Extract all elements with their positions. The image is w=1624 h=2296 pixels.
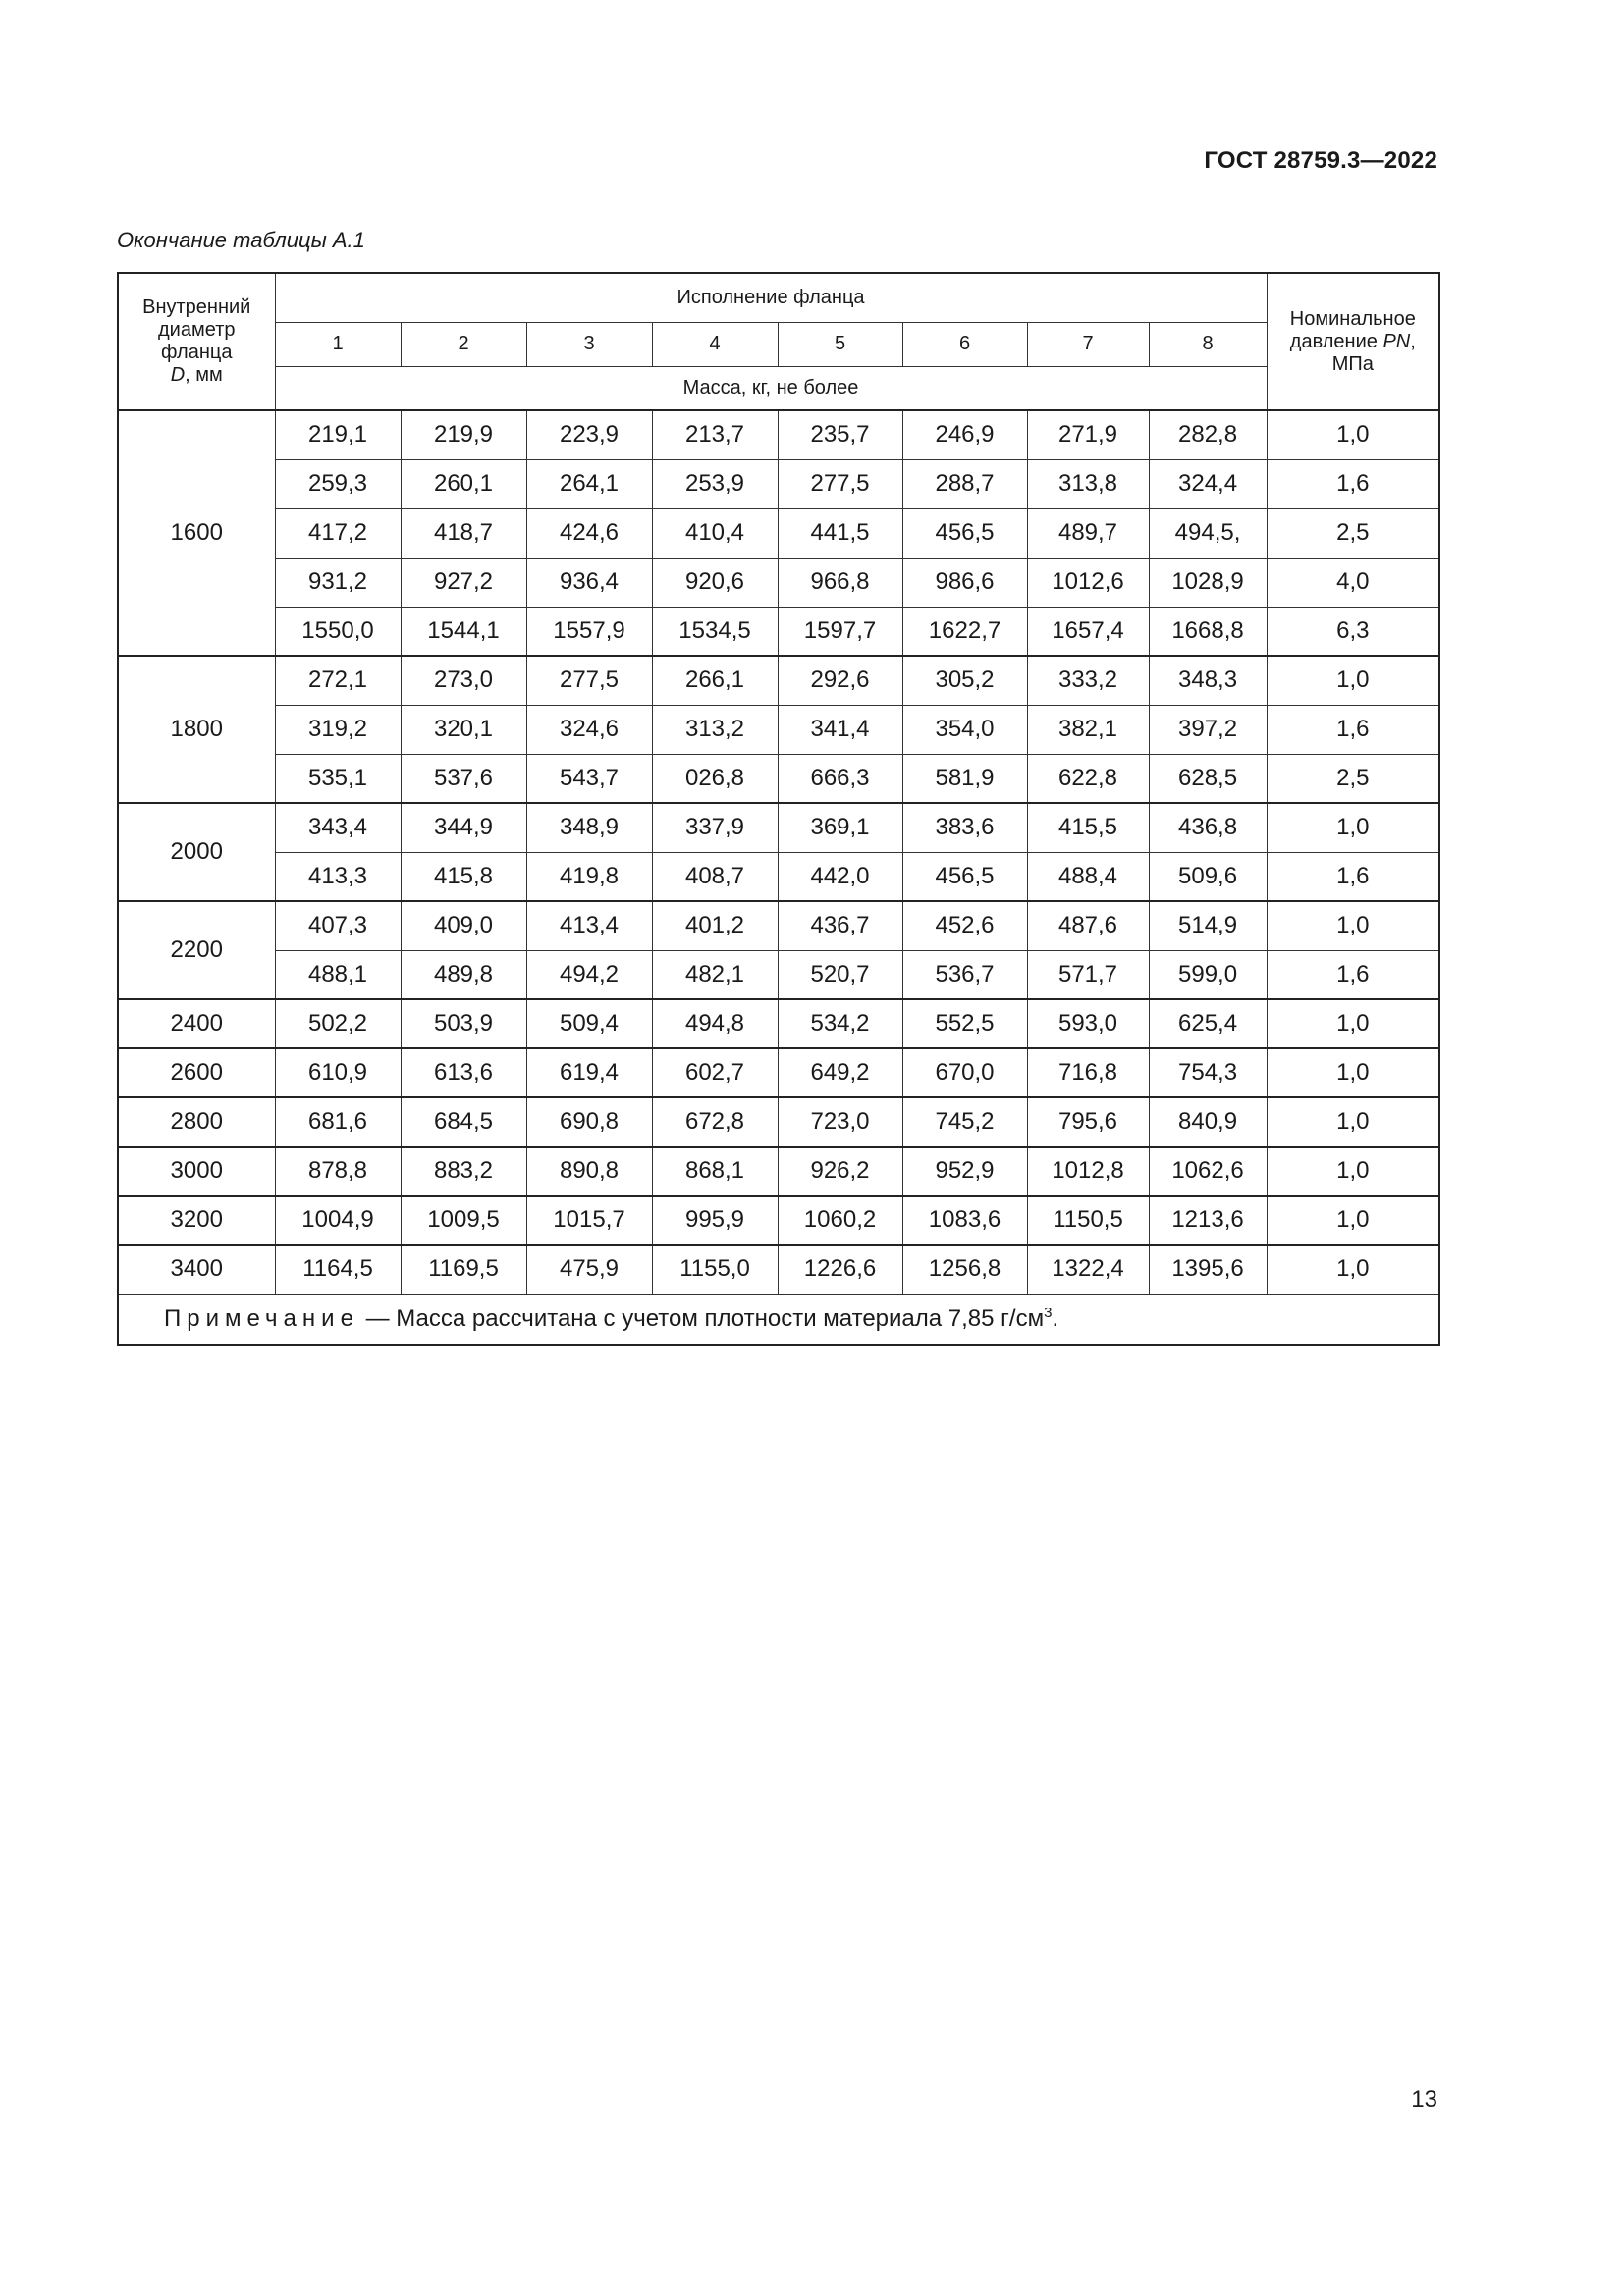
mass-cell: 452,6 [902,901,1027,950]
mass-cell: 324,6 [526,705,652,754]
mass-cell: 337,9 [652,803,778,852]
mass-cell: 690,8 [526,1097,652,1147]
table-row [118,1245,1439,1294]
mass-cell: 1322,4 [1027,1245,1149,1294]
mass-cell: 571,7 [1027,950,1149,999]
mass-cell: 995,9 [652,1196,778,1245]
mass-cell: 936,4 [526,558,652,607]
pressure-cell: 1,0 [1267,656,1439,705]
mass-cell: 536,7 [902,950,1027,999]
table-row [118,410,1439,459]
mass-cell: 1557,9 [526,607,652,656]
mass-cell: 348,3 [1149,656,1267,705]
table-row [118,852,1439,901]
mass-cell: 1009,5 [401,1196,526,1245]
mass-cell: 509,6 [1149,852,1267,901]
mass-cell: 487,6 [1027,901,1149,950]
pressure-cell: 1,0 [1267,1048,1439,1097]
mass-cell: 259,3 [275,459,401,508]
mass-cell: 260,1 [401,459,526,508]
mass-cell: 494,5, [1149,508,1267,558]
table-row [118,1097,1439,1147]
mass-cell: 684,5 [401,1097,526,1147]
mass-cell: 745,2 [902,1097,1027,1147]
mass-cell: 415,5 [1027,803,1149,852]
mass-cell: 1226,6 [778,1245,902,1294]
table-row [118,508,1439,558]
mass-cell: 535,1 [275,754,401,803]
pressure-cell: 1,0 [1267,901,1439,950]
mass-cell: 593,0 [1027,999,1149,1048]
mass-cell: 534,2 [778,999,902,1048]
mass-cell: 681,6 [275,1097,401,1147]
mass-cell: 305,2 [902,656,1027,705]
mass-cell: 628,5 [1149,754,1267,803]
diameter-cell: 2000 [118,803,275,901]
mass-cell: 1668,8 [1149,607,1267,656]
mass-cell: 264,1 [526,459,652,508]
mass-cell: 1150,5 [1027,1196,1149,1245]
mass-cell: 1657,4 [1027,607,1149,656]
mass-cell: 436,8 [1149,803,1267,852]
mass-cell: 417,2 [275,508,401,558]
mass-cell: 952,9 [902,1147,1027,1196]
mass-cell: 502,2 [275,999,401,1048]
diameter-cell: 2800 [118,1097,275,1147]
table-row [118,901,1439,950]
mass-cell: 868,1 [652,1147,778,1196]
mass-cell: 488,1 [275,950,401,999]
table-row [118,754,1439,803]
mass-cell: 282,8 [1149,410,1267,459]
mass-cell: 413,3 [275,852,401,901]
mass-cell: 313,2 [652,705,778,754]
mass-cell: 344,9 [401,803,526,852]
mass-cell: 272,1 [275,656,401,705]
mass-cell: 613,6 [401,1048,526,1097]
mass-cell: 503,9 [401,999,526,1048]
table-row [118,999,1439,1048]
mass-cell: 986,6 [902,558,1027,607]
mass-cell: 543,7 [526,754,652,803]
header-variant-1: 1 [275,322,401,366]
mass-cell: 622,8 [1027,754,1149,803]
flange-mass-table [117,272,1440,1346]
header-variant-5: 5 [778,322,902,366]
header-variant-7: 7 [1027,322,1149,366]
table-row [118,656,1439,705]
mass-cell: 418,7 [401,508,526,558]
header-variant-6: 6 [902,322,1027,366]
mass-cell: 920,6 [652,558,778,607]
mass-cell: 1395,6 [1149,1245,1267,1294]
mass-cell: 213,7 [652,410,778,459]
mass-cell: 413,4 [526,901,652,950]
mass-cell: 666,3 [778,754,902,803]
mass-cell: 716,8 [1027,1048,1149,1097]
mass-cell: 610,9 [275,1048,401,1097]
mass-cell: 625,4 [1149,999,1267,1048]
pressure-cell: 1,0 [1267,1245,1439,1294]
mass-cell: 537,6 [401,754,526,803]
diameter-cell: 2400 [118,999,275,1048]
mass-cell: 354,0 [902,705,1027,754]
pressure-cell: 1,0 [1267,999,1439,1048]
mass-cell: 1544,1 [401,607,526,656]
mass-cell: 253,9 [652,459,778,508]
pressure-cell: 1,6 [1267,950,1439,999]
mass-cell: 288,7 [902,459,1027,508]
mass-cell: 619,4 [526,1048,652,1097]
mass-cell: 890,8 [526,1147,652,1196]
mass-cell: 1062,6 [1149,1147,1267,1196]
mass-cell: 926,2 [778,1147,902,1196]
mass-cell: 277,5 [526,656,652,705]
mass-cell: 1004,9 [275,1196,401,1245]
pressure-cell: 1,6 [1267,705,1439,754]
mass-cell: 408,7 [652,852,778,901]
mass-cell: 599,0 [1149,950,1267,999]
header-inner-diameter: Внутренний диаметр фланца D, мм [118,273,275,410]
mass-cell: 401,2 [652,901,778,950]
mass-cell: 319,2 [275,705,401,754]
mass-cell: 514,9 [1149,901,1267,950]
mass-cell: 343,4 [275,803,401,852]
mass-cell: 026,8 [652,754,778,803]
mass-cell: 409,0 [401,901,526,950]
table-row [118,1147,1439,1196]
header-variant-2: 2 [401,322,526,366]
page-number: 13 [1411,2086,1437,2112]
mass-cell: 581,9 [902,754,1027,803]
mass-cell: 415,8 [401,852,526,901]
table-row [118,705,1439,754]
mass-cell: 1015,7 [526,1196,652,1245]
pressure-cell: 1,0 [1267,410,1439,459]
pressure-cell: 1,0 [1267,1147,1439,1196]
pressure-cell: 2,5 [1267,754,1439,803]
mass-cell: 320,1 [401,705,526,754]
mass-cell: 494,2 [526,950,652,999]
mass-cell: 382,1 [1027,705,1149,754]
mass-cell: 552,5 [902,999,1027,1048]
mass-cell: 840,9 [1149,1097,1267,1147]
mass-cell: 1622,7 [902,607,1027,656]
mass-cell: 1028,9 [1149,558,1267,607]
pressure-cell: 6,3 [1267,607,1439,656]
mass-cell: 456,5 [902,508,1027,558]
diameter-cell: 3200 [118,1196,275,1245]
mass-cell: 602,7 [652,1048,778,1097]
mass-cell: 397,2 [1149,705,1267,754]
mass-cell: 649,2 [778,1048,902,1097]
mass-cell: 442,0 [778,852,902,901]
mass-cell: 1012,8 [1027,1147,1149,1196]
mass-cell: 878,8 [275,1147,401,1196]
mass-cell: 670,0 [902,1048,1027,1097]
table-note: Примечание — Масса рассчитана с учетом плотности материала 7,85 $г/см^3$. [118,1294,1439,1345]
mass-cell: 1155,0 [652,1245,778,1294]
note-text: — Масса рассчитана с учетом плотности материала 7,85 г/см [358,1305,1045,1332]
mass-cell: 672,8 [652,1097,778,1147]
table-row [118,558,1439,607]
mass-cell: 235,7 [778,410,902,459]
mass-cell: 271,9 [1027,410,1149,459]
mass-cell: 441,5 [778,508,902,558]
mass-cell: 219,9 [401,410,526,459]
mass-cell: 1060,2 [778,1196,902,1245]
pressure-cell: 2,5 [1267,508,1439,558]
mass-cell: 1164,5 [275,1245,401,1294]
table-row [118,1048,1439,1097]
mass-cell: 509,4 [526,999,652,1048]
mass-cell: 407,3 [275,901,401,950]
mass-cell: 436,7 [778,901,902,950]
note-label: Примечание [164,1305,359,1332]
mass-cell: 488,4 [1027,852,1149,901]
mass-cell: 723,0 [778,1097,902,1147]
header-flange-variant: Исполнение фланца [275,273,1267,322]
table-caption: Окончание таблицы А.1 [117,228,365,252]
mass-cell: 1597,7 [778,607,902,656]
table-row [118,950,1439,999]
header-variant-8: 8 [1149,322,1267,366]
header-mass-limit: Масса, кг, не более [275,366,1267,410]
mass-cell: 341,4 [778,705,902,754]
diameter-cell: 1600 [118,410,275,656]
mass-cell: 883,2 [401,1147,526,1196]
mass-cell: 266,1 [652,656,778,705]
pressure-cell: 1,6 [1267,459,1439,508]
mass-cell: 292,6 [778,656,902,705]
mass-cell: 927,2 [401,558,526,607]
mass-cell: 313,8 [1027,459,1149,508]
mass-cell: 219,1 [275,410,401,459]
header-variant-3: 3 [526,322,652,366]
mass-cell: 1169,5 [401,1245,526,1294]
mass-cell: 324,4 [1149,459,1267,508]
header-nominal-pressure: Номинальное давление PN, МПа [1267,273,1439,410]
mass-cell: 1256,8 [902,1245,1027,1294]
table-row [118,459,1439,508]
mass-cell: 223,9 [526,410,652,459]
pressure-cell: 1,6 [1267,852,1439,901]
mass-cell: 494,8 [652,999,778,1048]
table-row [118,1196,1439,1245]
mass-cell: 489,7 [1027,508,1149,558]
mass-cell: 754,3 [1149,1048,1267,1097]
mass-cell: 931,2 [275,558,401,607]
pressure-cell: 1,0 [1267,1196,1439,1245]
mass-cell: 520,7 [778,950,902,999]
mass-cell: 410,4 [652,508,778,558]
table-row [118,607,1439,656]
mass-cell: 419,8 [526,852,652,901]
mass-cell: 456,5 [902,852,1027,901]
mass-cell: 1012,6 [1027,558,1149,607]
diameter-cell: 2600 [118,1048,275,1097]
mass-cell: 277,5 [778,459,902,508]
pressure-cell: 1,0 [1267,1097,1439,1147]
mass-cell: 1213,6 [1149,1196,1267,1245]
mass-cell: 966,8 [778,558,902,607]
mass-cell: 333,2 [1027,656,1149,705]
mass-cell: 383,6 [902,803,1027,852]
table-row [118,803,1439,852]
mass-cell: 273,0 [401,656,526,705]
mass-cell: 489,8 [401,950,526,999]
document-code: ГОСТ 28759.3—2022 [1204,147,1437,174]
diameter-cell: 1800 [118,656,275,803]
mass-cell: 795,6 [1027,1097,1149,1147]
pressure-cell: 4,0 [1267,558,1439,607]
header-variant-4: 4 [652,322,778,366]
pressure-cell: 1,0 [1267,803,1439,852]
mass-cell: 1534,5 [652,607,778,656]
mass-cell: 482,1 [652,950,778,999]
diameter-cell: 3400 [118,1245,275,1294]
diameter-cell: 2200 [118,901,275,999]
mass-cell: 424,6 [526,508,652,558]
mass-cell: 246,9 [902,410,1027,459]
mass-cell: 1550,0 [275,607,401,656]
mass-cell: 369,1 [778,803,902,852]
mass-cell: 348,9 [526,803,652,852]
mass-cell: 475,9 [526,1245,652,1294]
diameter-cell: 3000 [118,1147,275,1196]
mass-cell: 1083,6 [902,1196,1027,1245]
